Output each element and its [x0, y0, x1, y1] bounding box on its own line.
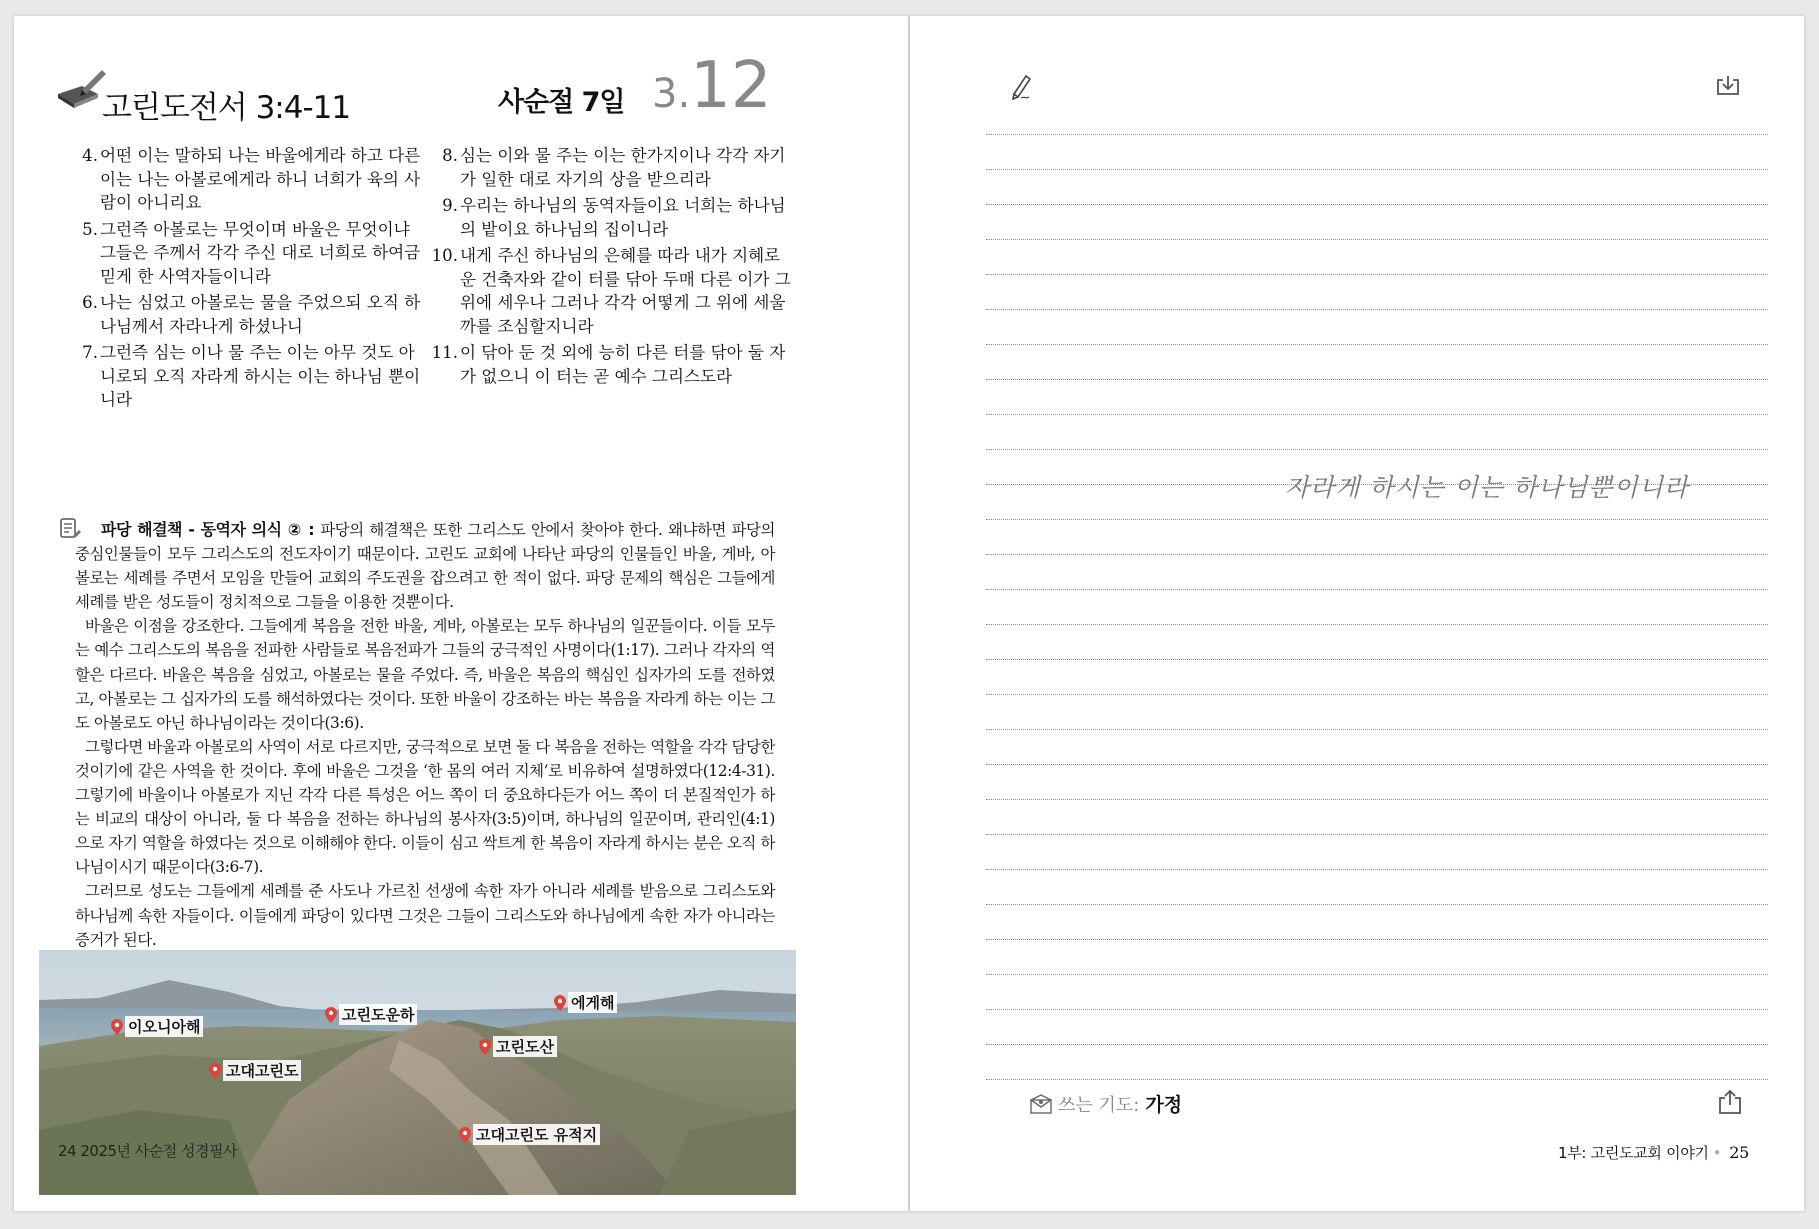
writing-line[interactable] — [986, 730, 1768, 765]
verse-text: 심는 이와 물 주는 이는 한가지이나 각각 자기가 일한 대로 자기의 상을 받으리라 — [460, 146, 786, 189]
footer-dot: • — [1712, 1144, 1722, 1162]
writing-line[interactable] — [986, 345, 1768, 380]
page-number: 25 — [1729, 1143, 1749, 1162]
map-label: 고대고린도 유적지 — [473, 1124, 600, 1145]
map-pin-corinth-canal — [325, 1004, 417, 1025]
writing-line[interactable] — [986, 380, 1768, 415]
date-separator: . — [677, 71, 691, 117]
writing-line[interactable] — [986, 660, 1768, 695]
verse — [68, 144, 428, 215]
writing-line[interactable] — [986, 555, 1768, 590]
verse-number: 7. — [82, 343, 98, 362]
verse-number: 4. — [82, 146, 98, 165]
writing-line[interactable] — [986, 590, 1768, 625]
commentary-paragraph: 그러므로 성도는 그들에게 세례를 준 사도나 가르친 선생에 속한 자가 아니라 세례를 받음으로 그리스도와 하나님께 속한 자들이다. 이들에게 파당이 있다면 그것은 그들이 그리스도와 하나님에게 속한 자가 아니라는 증거가 된다. — [75, 882, 775, 949]
verse-number: 10. — [431, 246, 458, 265]
verse-text: 어떤 이는 말하되 나는 바울에게라 하고 다른 이는 나는 아볼로에게라 하니 너희가 육의 사람이 아니리요 — [100, 146, 421, 212]
commentary-paragraph — [75, 518, 775, 614]
verse — [428, 194, 794, 241]
writing-line[interactable] — [986, 975, 1768, 1010]
envelope-icon — [1030, 1094, 1052, 1114]
writing-line[interactable] — [986, 275, 1768, 310]
map-pin-ionian — [111, 1016, 203, 1037]
writing-line[interactable] — [986, 870, 1768, 905]
commentary-text: 파당의 해결책은 또한 그리스도 안에서 찾아야 한다. 왜냐하면 파당의 중심인물들이 모두 그리스도의 전도자이기 때문이다. 고린도 교회에 나타난 파당의 인물들인 바울, 게바, 아볼로는 세례를 주면서 모임을 만들어 교회의 주도권을 잡으려고 한 적이 없다. 파당 문제의 핵심은 그들에게 세례를 받은 성도들이 정치적으로 그들을 이용한 것뿐이다. — [75, 521, 775, 612]
writing-line[interactable] — [986, 1045, 1768, 1080]
map-pin-ancient-ruins — [459, 1124, 600, 1145]
map-label: 이오니아해 — [125, 1016, 203, 1037]
map-pin-corinth-mountain — [479, 1036, 557, 1057]
verse-text: 내게 주신 하나님의 은혜를 따라 내가 지혜로운 건축자와 같이 터를 닦아 두매 다른 이가 그 위에 세우나 그러나 각각 어떻게 그 위에 세울까를 조심할지니라 — [460, 246, 791, 336]
verses-column-1 — [68, 144, 428, 415]
verses-column-2 — [428, 144, 794, 391]
pen-icon — [1008, 72, 1034, 100]
download-icon — [1714, 72, 1742, 100]
map-label: 고린도운하 — [339, 1004, 417, 1025]
date-month: 3 — [652, 71, 678, 117]
verse — [428, 144, 794, 191]
verse — [68, 291, 428, 338]
verse-text: 우리는 하나님의 동역자들이요 너희는 하나님의 밭이요 하나님의 집이니라 — [460, 196, 786, 239]
writing-line[interactable] — [986, 940, 1768, 975]
commentary-paragraph: 그렇다면 바울과 아볼로의 사역이 서로 다르지만, 궁극적으로 보면 둘 다 복음을 전하는 역할을 각각 담당한 것이기에 같은 사역을 한 것이다. 후에 바울은 그것을 ‘한 몸의 여러 지체’로 비유하여 설명하였다(12:4-31). 그렇기에 바울이나 아볼로가 지닌 각각 다른 특성은 어느 쪽이 더 중요하다든가 어느 쪽이 더 본질적인가 하는 비교의 대상이 아니라, 둘 다 복음을 전하는 하나님의 봉사자(3:5)이며, 하나님의 일꾼이며, 관리인(4:1)으로 자기 역할을 하였다는 것으로 이해해야 한다. 이들이 심고 싹트게 한 복음이 자라게 하시는 분은 오직 하나님이시기 때문이다(3:6-7). — [75, 737, 775, 877]
book-title: 고린도전서 3:4-11 — [102, 90, 351, 126]
verse — [428, 244, 794, 338]
left-page-footer: 24 2025년 사순절 성경필사 — [58, 1142, 237, 1160]
writing-line[interactable] — [986, 310, 1768, 345]
writing-line[interactable] — [986, 520, 1768, 555]
map-pin-icon — [459, 1127, 471, 1143]
season-label: 사순절 7일 — [498, 87, 625, 118]
writing-line[interactable] — [986, 240, 1768, 275]
map-pin-icon — [554, 995, 566, 1011]
map-label: 고린도산 — [493, 1036, 557, 1057]
writing-line[interactable] — [986, 450, 1768, 485]
commentary-paragraph: 바울은 이점을 강조한다. 그들에게 복음을 전한 바울, 게바, 아볼로는 모두 하나님의 일꾼들이다. 이들 모두는 예수 그리스도의 복음을 전파한 사람들로 복음전파가 그들의 궁극적인 사명이다(1:17). 그러나 각자의 역할은 다르다. 바울은 복음을 심었고, 아볼로는 물을 주었다. 즉, 바울은 복음의 핵심인 십자가의 도를 전하였고, 아볼로는 그 십자가의 도를 해석하였다는 것이다. 또한 바울이 강조하는 바는 복음을 자라게 하는 이는 그도 아볼로도 아닌 하나님이라는 것이다(3:6). — [75, 617, 775, 732]
date-label — [652, 49, 772, 123]
writing-line[interactable] — [986, 765, 1768, 800]
writing-line[interactable] — [986, 100, 1768, 135]
map-label: 에게해 — [568, 992, 617, 1013]
verse-number: 8. — [442, 146, 458, 165]
share-icon — [1716, 1088, 1744, 1116]
verse-number: 9. — [442, 196, 458, 215]
map-pin-ancient-corinth — [209, 1060, 301, 1081]
map-label: 고대고린도 — [223, 1060, 301, 1081]
date-day: 12 — [690, 49, 772, 123]
writing-line[interactable] — [986, 800, 1768, 835]
key-verse: 자라게 하시는 이는 하나님뿐이니라 — [1284, 473, 1689, 502]
verse-text: 나는 심었고 아볼로는 물을 주었으되 오직 하나님께서 자라나게 하셨나니 — [100, 293, 421, 336]
writing-line[interactable] — [986, 135, 1768, 170]
verse-text: 이 닦아 둔 것 외에 능히 다른 터를 닦아 둘 자가 없으니 이 터는 곧 예수 그리스도라 — [460, 343, 786, 386]
footer-part: 1부: 고린도교회 이야기 — [1558, 1144, 1709, 1162]
verse-number: 11. — [431, 343, 458, 362]
writing-line[interactable] — [986, 170, 1768, 205]
map-pin-icon — [111, 1019, 123, 1035]
commentary-lead: 파당 해결책 - 동역자 의식 ② : — [101, 520, 321, 539]
writing-line[interactable] — [986, 415, 1768, 450]
right-page-footer — [1558, 1142, 1749, 1163]
writing-line[interactable] — [986, 625, 1768, 660]
verse — [68, 341, 428, 412]
map-pin-icon — [479, 1039, 491, 1055]
prayer-topic: 가정 — [1145, 1094, 1183, 1116]
writing-line[interactable] — [986, 835, 1768, 870]
verse — [428, 341, 794, 388]
writing-line[interactable] — [986, 205, 1768, 240]
verse — [68, 218, 428, 289]
verse-text: 그런즉 심는 이나 물 주는 이는 아무 것도 아니로되 오직 자라게 하시는 이는 하나님 뿐이니라 — [100, 343, 421, 409]
verse-text: 그런즉 아볼로는 무엇이며 바울은 무엇이냐 그들은 주께서 각각 주신 대로 너희로 하여금 믿게 한 사역자들이니라 — [100, 219, 421, 286]
verse-number: 5. — [82, 219, 98, 239]
map-pin-icon — [325, 1007, 337, 1023]
writing-line[interactable] — [986, 485, 1768, 520]
writing-lines[interactable] — [986, 100, 1768, 1080]
map-pin-icon — [209, 1063, 221, 1079]
prayer-section — [1030, 1090, 1182, 1117]
writing-line[interactable] — [986, 905, 1768, 940]
verse-number: 6. — [82, 293, 98, 312]
writing-line[interactable] — [986, 1010, 1768, 1045]
prayer-label: 쓰는 기도: — [1058, 1094, 1140, 1116]
map-pin-aegean — [554, 992, 617, 1013]
writing-line[interactable] — [986, 695, 1768, 730]
commentary — [75, 518, 775, 952]
